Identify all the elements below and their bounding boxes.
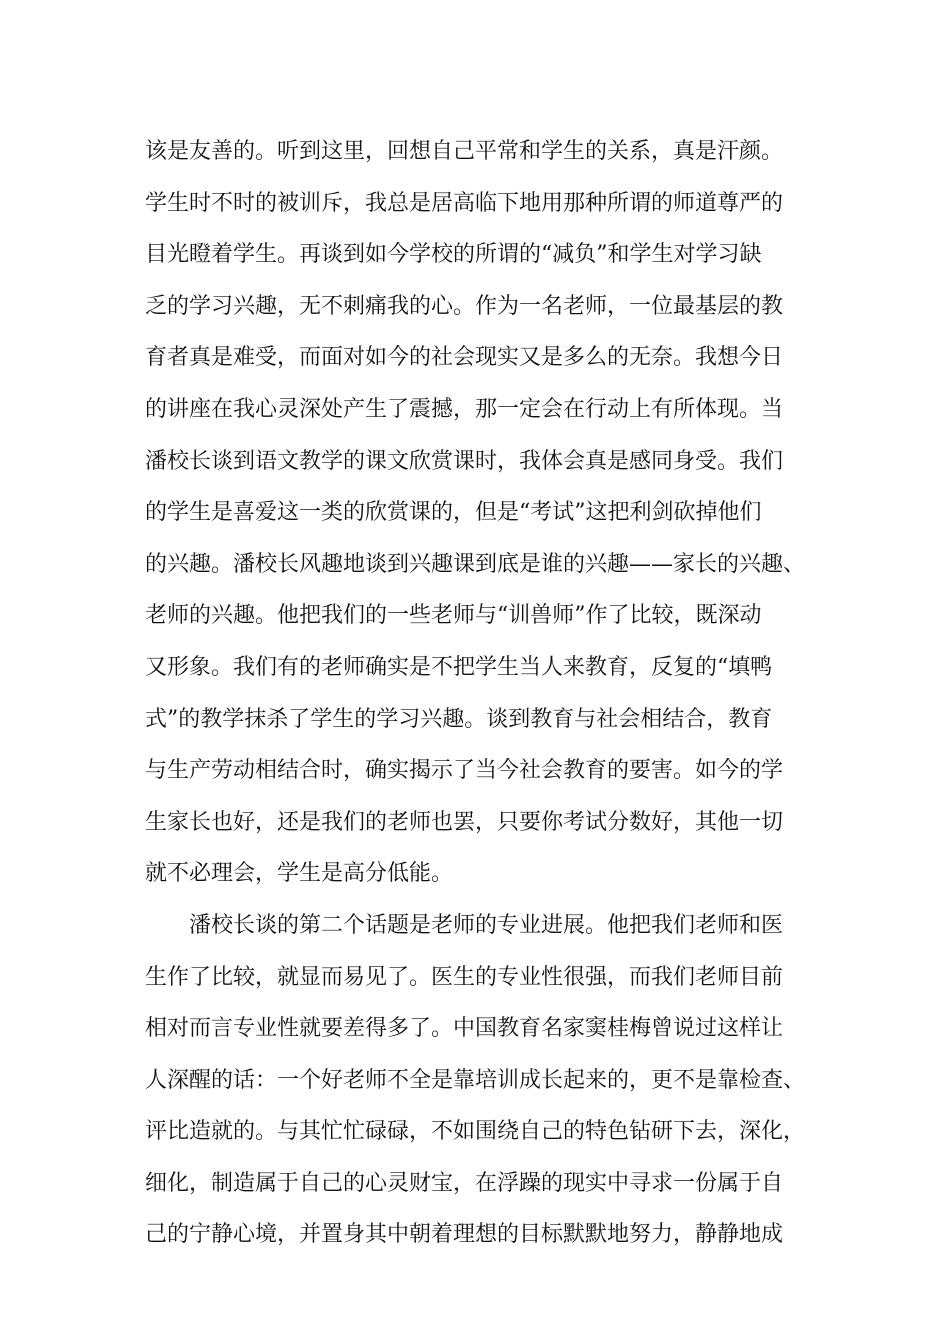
text-line-17: 生作了比较，就显而易见了。医生的专业性很强，而我们老师目前	[145, 964, 784, 990]
text-line-22: 己的宁静心境，并置身其中朝着理想的目标默默地努力，静静地成	[145, 1222, 784, 1248]
text-line-13: 与生产劳动相结合时，确实揭示了当今社会教育的要害。如今的学	[145, 758, 784, 784]
text-line-11: 又形象。我们有的老师确实是不把学生当人来教育，反复的“填鸭	[145, 654, 773, 680]
text-line-6: 的讲座在我心灵深处产生了震撼，那一定会在行动上有所体现。当	[145, 396, 784, 422]
text-line-4: 乏的学习兴趣，无不刺痛我的心。作为一名老师，一位最基层的教	[145, 293, 784, 319]
text-line-20: 评比造就的。与其忙忙碌碌，不如围绕自己的特色钻研下去，深化，	[145, 1119, 806, 1145]
text-line-5: 育者真是难受，而面对如今的社会现实又是多么的无奈。我想今日	[145, 345, 784, 371]
text-line-21: 细化，制造属于自己的心灵财宝，在浮躁的现实中寻求一份属于自	[145, 1170, 784, 1196]
text-line-9: 的兴趣。潘校长风趣地谈到兴趣课到底是谁的兴趣——家长的兴趣、	[145, 551, 806, 577]
text-line-7: 潘校长谈到语文教学的课文欣赏课时，我体会真是感同身受。我们	[145, 448, 784, 474]
text-line-14: 生家长也好，还是我们的老师也罢，只要你考试分数好，其他一切	[145, 809, 784, 835]
text-line-8: 的学生是喜爱这一类的欣赏课的，但是“考试”这把利剑砍掉他们	[145, 500, 762, 526]
text-line-2: 学生时不时的被训斥，我总是居高临下地用那种所谓的师道尊严的	[145, 190, 784, 216]
text-line-19: 人深醒的话：一个好老师不全是靠培训成长起来的，更不是靠检查、	[145, 1067, 806, 1093]
text-line-15: 就不必理会，学生是高分低能。	[145, 861, 454, 887]
text-line-1: 该是友善的。听到这里，回想自己平常和学生的关系，真是汗颜。	[145, 139, 784, 164]
text-line-10: 老师的兴趣。他把我们的一些老师与“训兽师”作了比较，既深动	[145, 603, 762, 629]
text-line-12: 式”的教学抹杀了学生的学习兴趣。谈到教育与社会相结合，教育	[145, 706, 773, 732]
text-line-18: 相对而言专业性就要差得多了。中国教育名家窦桂梅曾说过这样让	[145, 1016, 784, 1042]
text-line-16: 潘校长谈的第二个话题是老师的专业进展。他把我们老师和医	[189, 912, 784, 938]
text-line-3: 目光瞪着学生。再谈到如今学校的所谓的“减负”和学生对学习缺	[145, 242, 762, 268]
body-text	[145, 126, 815, 1261]
